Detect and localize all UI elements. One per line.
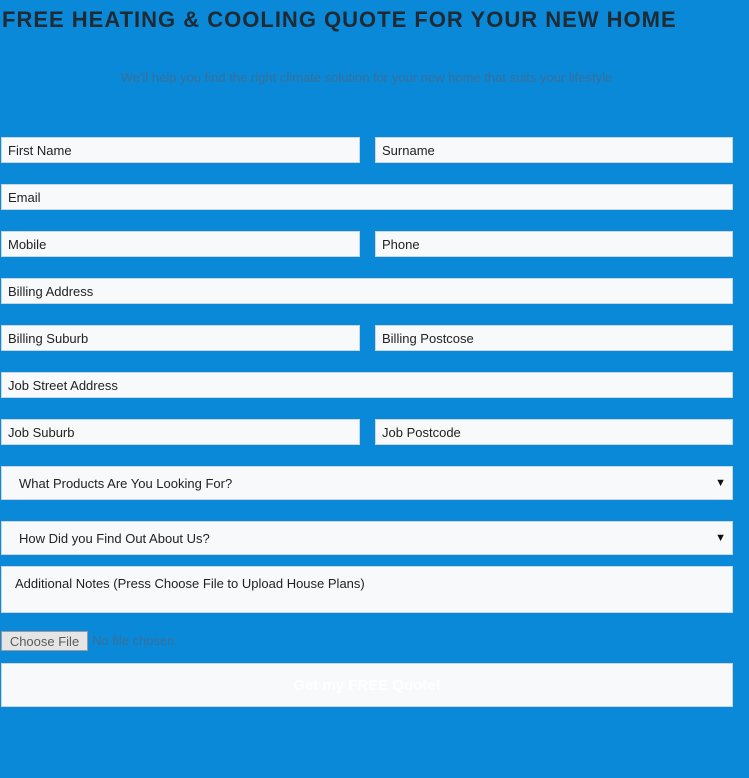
job-suburb-input[interactable]: Job Suburb: [1, 419, 360, 445]
page-title: FREE HEATING & COOLING QUOTE FOR YOUR NEW HOME: [2, 7, 677, 32]
page-subtitle: We'll help you find the right climate solution for your new home that suits your lifestyle: [120, 70, 613, 85]
billing-postcode-input[interactable]: Billing Postcose: [375, 325, 733, 351]
file-status-text: No file chosen: [92, 633, 175, 648]
billing-address-input[interactable]: Billing Address: [1, 278, 733, 304]
products-select[interactable]: [1, 466, 733, 500]
source-select-value: How Did you Find Out About Us?: [19, 530, 210, 546]
first-name-input[interactable]: First Name: [1, 137, 360, 163]
additional-notes-textarea[interactable]: Additional Notes (Press Choose File to Upload House Plans): [1, 566, 733, 613]
source-select[interactable]: [1, 521, 733, 555]
chevron-down-icon: ▼: [715, 532, 726, 544]
job-postcode-input[interactable]: Job Postcode: [375, 419, 733, 445]
job-street-address-input[interactable]: Job Street Address: [1, 372, 733, 398]
phone-input[interactable]: Phone: [375, 231, 733, 257]
choose-file-button[interactable]: Choose File: [1, 631, 88, 651]
email-input[interactable]: Email: [1, 184, 733, 210]
chevron-down-icon: ▼: [715, 477, 726, 489]
submit-button[interactable]: Get my FREE Quote!: [1, 663, 733, 707]
billing-suburb-input[interactable]: Billing Suburb: [1, 325, 360, 351]
surname-input[interactable]: Surname: [375, 137, 733, 163]
products-select-value: What Products Are You Looking For?: [19, 475, 233, 491]
mobile-input[interactable]: Mobile: [1, 231, 360, 257]
